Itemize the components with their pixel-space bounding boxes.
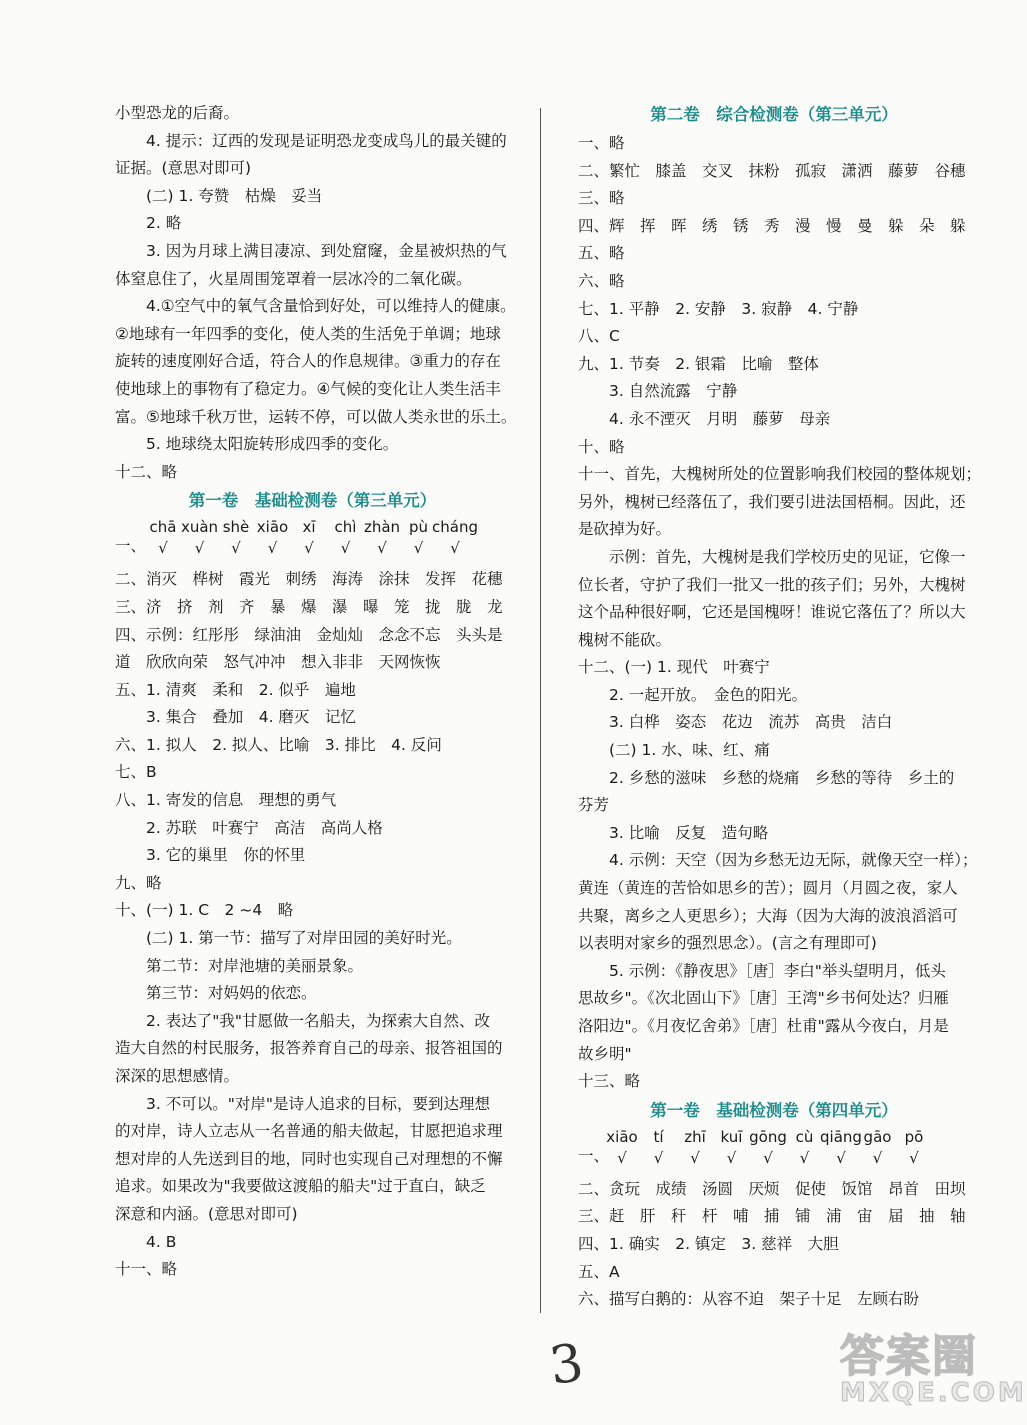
section-title-vol1-unit4: 第一卷 基础检测卷（第四单元） (650, 1100, 898, 1120)
answer-line: 二、消灭 桦树 霞光 刺绣 海涛 涂抹 发挥 花穗 (115, 570, 503, 589)
section-title-vol2-unit3: 第二卷 综合检测卷（第三单元） (650, 105, 898, 124)
answer-line: 2. 略 (146, 214, 182, 233)
check-mark-icon: √ (340, 539, 351, 558)
answer-line: 十、(一) 1. C 2 ~4 略 (115, 901, 294, 920)
pinyin-text: kuī (720, 1127, 743, 1146)
answer-line: 八、C (578, 327, 620, 346)
answer-line: 2. 苏联 叶赛宁 高洁 高尚人格 (146, 818, 383, 837)
answer-line: 十二、(一) 1. 现代 叶赛宁 (578, 658, 770, 677)
check-mark-icon: √ (617, 1148, 627, 1167)
section-title-vol1-unit3: 第一卷 基础检测卷（第三单元） (188, 491, 437, 511)
answer-line: 八、1. 寄发的信息 理想的勇气 (115, 791, 337, 810)
answer-line: 六、1. 拟人 2. 拟人、比喻 3. 排比 4. 反问 (115, 735, 442, 754)
check-mark-icon: √ (909, 1148, 919, 1167)
answer-line: ②地球有一年四季的变化，使人类的生活免于单调；地球 (115, 324, 501, 343)
answer-line: 共聚，离乡之人更思乡）；大海（因为大海的波浪滔滔可 (578, 906, 958, 925)
pinyin-item (886, 1126, 942, 1168)
check-mark-icon: √ (158, 539, 168, 558)
pinyin-text: zhī (684, 1127, 706, 1146)
answer-line: 三、济 挤 剂 齐 暴 爆 瀑 曝 笼 拢 胧 龙 (115, 597, 503, 616)
answer-line: 四、示例：红彤彤 绿油油 金灿灿 念念不忘 头头是 (115, 625, 503, 644)
check-mark-icon: √ (450, 539, 460, 558)
answer-line: 是砍掉为好。 (578, 520, 672, 539)
answer-line: 十三、略 (578, 1072, 641, 1091)
column-divider (540, 108, 541, 1313)
left-column (115, 100, 517, 1284)
answer-line: 一、略 (578, 134, 625, 152)
watermark-text: 答案圈 (840, 1331, 978, 1382)
answer-line: 4. 示例：天空（因为乡愁无边无际，就像天空一样）； (609, 851, 978, 870)
pinyin-text: xiāo (256, 518, 289, 537)
answer-line: 小型恐龙的后裔。 (115, 104, 240, 122)
answer-line: 使地球上的事物有了稳定力。④气候的变化让人类生活丰 (115, 379, 501, 398)
pinyin-answer-row (578, 1126, 970, 1176)
pinyin-item (427, 516, 483, 558)
answer-line: 五、A (578, 1262, 620, 1281)
answer-line: 三、赶 肝 秆 杆 哺 捕 铺 浦 宙 届 抽 轴 (578, 1207, 966, 1226)
answer-line: 五、1. 清爽 柔和 2. 似乎 遍地 (115, 680, 356, 699)
answer-line: 富。⑤地球千秋万世，运转不停，可以做人类永世的乐土。 (115, 407, 517, 426)
pinyin-text: cù (795, 1127, 814, 1146)
check-mark-icon: √ (377, 539, 387, 558)
pinyin-text: cháng (432, 518, 478, 537)
check-mark-icon: √ (267, 539, 278, 558)
answer-line: 道 欣欣向荣 怒气冲冲 想入非非 天网恢恢 (115, 653, 441, 672)
check-mark-icon: √ (413, 539, 424, 558)
answer-line: (二) 1. 夸赞 枯燥 妥当 (146, 186, 323, 205)
pinyin-text: xiāo (606, 1127, 638, 1146)
right-answers-top (578, 130, 982, 1096)
pinyin-text: xuàn (180, 518, 219, 537)
answer-line: 十、略 (578, 437, 625, 456)
answer-line: 5. 示例：《静夜思》［唐］李白"举头望明月，低头 (609, 961, 946, 980)
answer-line: 以表明对家乡的强烈思念）。(言之有理即可) (578, 934, 877, 953)
check-mark-icon: √ (799, 1148, 810, 1167)
answer-line: 旋转的速度刚好合适，符合人的作息规律。③重力的存在 (115, 352, 501, 371)
check-mark-icon: √ (763, 1148, 773, 1167)
answer-line: 十一、略 (115, 1260, 178, 1279)
answer-line: 另外，槐树已经落伍了，我们要引进法国梧桐。因此，还 (578, 492, 966, 511)
answer-line: 3. 它的巢里 你的怀里 (146, 846, 306, 865)
pinyin-text: pō (904, 1127, 924, 1146)
answer-line: 证据。(意思对即可) (115, 159, 252, 178)
pinyin-text: tí (653, 1127, 664, 1146)
answer-line: 十一、首先，大槐树所处的位置影响我们校园的整体规划； (578, 465, 982, 484)
answer-line: 示例：首先，大槐树是我们学校历史的见证，它像一 (609, 547, 966, 566)
answer-line: 思故乡"。《次北固山下》［唐］王湾"乡书何处达？归雁 (578, 989, 949, 1008)
check-mark-icon: √ (836, 1148, 846, 1167)
answer-line: 位长者，守护了我们一批又一批的孩子们；另外，大槐树 (578, 575, 966, 594)
answer-line: 故乡明" (578, 1044, 632, 1063)
answer-line: 这个品种很好啊，它还是国槐呀！谁说它落伍了？所以大 (578, 603, 966, 622)
check-mark-icon: √ (726, 1148, 737, 1167)
answer-line: 想对岸的人先送到目的地，同时也实现自己对理想的不懈 (115, 1149, 503, 1168)
pinyin-text: chā (149, 518, 177, 537)
check-mark-icon: √ (653, 1148, 664, 1167)
page-number: 3 (545, 1332, 588, 1398)
check-mark-icon: √ (194, 539, 205, 558)
question-number: 一、 (578, 1146, 610, 1165)
answer-line: 五、略 (578, 244, 625, 263)
watermark-logo (840, 1320, 1027, 1415)
answer-line: 深意和内涵。(意思对即可) (115, 1204, 298, 1223)
left-answers-bottom (115, 566, 510, 1283)
answer-line: 二、贪玩 成绩 汤圆 厌烦 促使 饭馆 昂首 田坝 (578, 1179, 966, 1198)
right-answers-bottom (578, 1176, 970, 1314)
answer-line: 3. 比喻 反复 造句略 (609, 823, 769, 842)
answer-line: 4. B (146, 1232, 177, 1251)
answer-line: 2. 一起开放。 金色的阳光。 (609, 685, 807, 704)
answer-line: 槐树不能砍。 (578, 630, 672, 649)
answer-line: 九、1. 节奏 2. 银霜 比喻 整体 (578, 354, 819, 373)
answer-line: 3. 因为月球上满目凄凉、到处窟窿，金星被炽热的气 (146, 241, 507, 260)
answer-line: 4. 永不湮灭 月明 藤萝 母亲 (609, 409, 831, 428)
check-mark-icon: √ (690, 1148, 700, 1167)
answer-line: 4. 提示：辽西的发现是证明恐龙变成鸟儿的最关键的 (146, 131, 507, 150)
answer-line: 2. 乡愁的滋味 乡愁的烧痛 乡愁的等待 乡土的 (609, 768, 955, 787)
answer-line: 十二、略 (115, 462, 178, 481)
answer-line: 3. 集合 叠加 4. 磨灭 记忆 (146, 708, 356, 727)
answer-line: 3. 白桦 姿态 花边 流苏 高贵 洁白 (609, 713, 893, 732)
answer-line: (二) 1. 第一节：描写了对岸田园的美好时光。 (146, 929, 462, 948)
check-mark-icon: √ (231, 539, 241, 558)
pinyin-text: gāo (863, 1127, 892, 1146)
pinyin-text: zhàn (363, 518, 401, 537)
answer-line: 3. 自然流露 宁静 (609, 382, 738, 401)
pinyin-text: pù (408, 518, 429, 537)
answer-line: (二) 1. 水、味、红、痛 (609, 741, 770, 760)
pinyin-answer-row (115, 516, 510, 566)
answer-line: 三、略 (578, 189, 625, 208)
answer-line: 3. 不可以。"对岸"是诗人追求的目标，要到达理想 (146, 1094, 490, 1113)
answer-line: 九、略 (115, 873, 162, 892)
answer-line: 黄连（黄连的苦恰如思乡的苦）；圆月（月圆之夜，家人 (578, 879, 958, 898)
answer-line: 深深的思想感情。 (115, 1067, 240, 1085)
pinyin-text: chì (334, 518, 357, 537)
left-answers-top (115, 100, 517, 486)
answer-line: 七、B (115, 763, 157, 782)
right-column (578, 100, 982, 1314)
answer-line: 5. 地球绕太阳旋转形成四季的变化。 (146, 435, 399, 454)
answer-line: 芬芳 (578, 796, 610, 815)
question-number: 一、 (115, 537, 147, 556)
pinyin-text: xī (302, 518, 316, 537)
check-mark-icon: √ (304, 539, 314, 558)
check-mark-icon: √ (872, 1148, 883, 1167)
answer-line: 四、1. 确实 2. 镇定 3. 慈祥 大胆 (578, 1234, 839, 1253)
answer-line: 的对岸，诗人立志从一名普通的船夫做起，甘愿把追求理 (115, 1122, 503, 1141)
answer-line: 4.①空气中的氧气含量恰到好处，可以维持人的健康。 (146, 297, 516, 316)
pinyin-text: gōng (749, 1127, 787, 1146)
answer-line: 六、略 (578, 271, 625, 290)
answer-line: 洛阳边"。《月夜忆舍弟》［唐］杜甫"露从今夜白，月是 (578, 1017, 949, 1035)
answer-line: 二、繁忙 膝盖 交叉 抹粉 孤寂 潇洒 藤萝 谷穗 (578, 161, 966, 180)
answer-line: 六、描写白鹅的：从容不迫 架子十足 左顾右盼 (578, 1290, 920, 1309)
answer-line: 第二节：对岸池塘的美丽景象。 (146, 956, 364, 975)
answer-line: 七、1. 平静 2. 安静 3. 寂静 4. 宁静 (578, 299, 859, 318)
pinyin-text: qiāng (820, 1127, 862, 1146)
answer-line: 追求。如果改为"我要做这渡船的船夫"过于直白，缺乏 (115, 1177, 486, 1196)
pinyin-text: shè (222, 518, 250, 537)
answer-line: 第三节：对妈妈的依恋。 (146, 984, 317, 1003)
answer-line: 体窒息住了，火星周围笼罩着一层冰冷的二氧化碳。 (115, 269, 472, 288)
answer-line: 造大自然的村民服务，报答养育自己的母亲、报答祖国的 (115, 1039, 503, 1058)
answer-line: 四、辉 挥 晖 绣 锈 秀 漫 慢 曼 躲 朵 躲 (578, 216, 966, 235)
watermark-url: MXQE.COM (840, 1378, 1027, 1408)
answer-line: 2. 表达了"我"甘愿做一名船夫，为探索大自然、改 (146, 1011, 490, 1030)
